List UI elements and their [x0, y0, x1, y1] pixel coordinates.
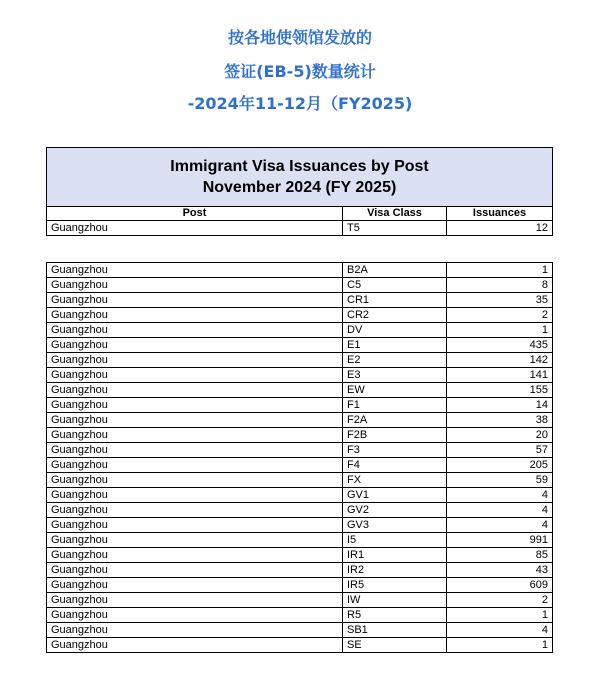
cell-issuances: 205	[447, 458, 553, 473]
heading-line-3: -2024年11-12月（FY2025)	[187, 94, 413, 113]
cell-post: Guangzhou	[47, 383, 343, 398]
column-header-row	[47, 207, 553, 221]
cell-issuances: 1	[447, 323, 553, 338]
table-row	[47, 398, 553, 413]
cell-visa-class: B2A	[343, 263, 447, 278]
table-row	[47, 593, 553, 608]
cell-issuances: 59	[447, 473, 553, 488]
cell-issuances: 435	[447, 338, 553, 353]
cell-visa-class: F3	[343, 443, 447, 458]
cell-issuances: 141	[447, 368, 553, 383]
table-row	[47, 623, 553, 638]
issuances-table	[46, 262, 553, 653]
cell-visa-class: F1	[343, 398, 447, 413]
cell-post: Guangzhou	[47, 608, 343, 623]
cell-issuances: 1	[447, 608, 553, 623]
cell-issuances: 4	[447, 488, 553, 503]
cell-visa-class: DV	[343, 323, 447, 338]
cell-issuances: 35	[447, 293, 553, 308]
cell-visa-class: F2A	[343, 413, 447, 428]
cell-visa-class: SB1	[343, 623, 447, 638]
cell-post: Guangzhou	[47, 578, 343, 593]
cell-post: Guangzhou	[47, 293, 343, 308]
table-row	[47, 293, 553, 308]
cell-post: Guangzhou	[47, 443, 343, 458]
cell-post: Guangzhou	[47, 368, 343, 383]
cell-issuances: 4	[447, 503, 553, 518]
cell-post: Guangzhou	[47, 398, 343, 413]
table-row	[47, 458, 553, 473]
table-row	[47, 548, 553, 563]
column-header-post: Post	[47, 207, 343, 221]
cell-visa-class: EW	[343, 383, 447, 398]
cell-visa-class: GV3	[343, 518, 447, 533]
cell-post: Guangzhou	[47, 458, 343, 473]
cell-issuances: 4	[447, 623, 553, 638]
cell-post: Guangzhou	[47, 308, 343, 323]
report-title	[47, 148, 553, 207]
cell-post: Guangzhou	[47, 593, 343, 608]
cell-visa-class: I5	[343, 533, 447, 548]
cell-visa-class: IR1	[343, 548, 447, 563]
table-row	[47, 323, 553, 338]
cell-post: Guangzhou	[47, 548, 343, 563]
cell-issuances: 43	[447, 563, 553, 578]
table-row	[47, 278, 553, 293]
cell-visa-class: CR1	[343, 293, 447, 308]
cell-issuances: 8	[447, 278, 553, 293]
cell-post: Guangzhou	[47, 623, 343, 638]
table-row	[47, 443, 553, 458]
cell-visa-class: E2	[343, 353, 447, 368]
cell-visa-class: F2B	[343, 428, 447, 443]
table-row	[47, 383, 553, 398]
cell-issuances: 2	[447, 593, 553, 608]
table-row	[47, 518, 553, 533]
cell-visa-class: R5	[343, 608, 447, 623]
cell-post: Guangzhou	[47, 338, 343, 353]
cell-post: Guangzhou	[47, 503, 343, 518]
report-header-table	[46, 147, 553, 236]
cell-post: Guangzhou	[47, 353, 343, 368]
table-row	[47, 638, 553, 653]
cell-issuances: 609	[447, 578, 553, 593]
cell-post: Guangzhou	[47, 638, 343, 653]
table-row	[47, 563, 553, 578]
cell-issuances: 38	[447, 413, 553, 428]
cell-post: Guangzhou	[47, 221, 343, 236]
cell-visa-class: GV2	[343, 503, 447, 518]
table-row	[47, 578, 553, 593]
table-row	[47, 488, 553, 503]
table-row	[47, 353, 553, 368]
cell-post: Guangzhou	[47, 488, 343, 503]
cell-post: Guangzhou	[47, 278, 343, 293]
heading-line-1: 按各地使领馆发放的	[227, 28, 372, 47]
cell-post: Guangzhou	[47, 533, 343, 548]
cell-issuances: 991	[447, 533, 553, 548]
cell-post: Guangzhou	[47, 413, 343, 428]
table-row	[47, 413, 553, 428]
cell-post: Guangzhou	[47, 473, 343, 488]
cell-visa-class: T5	[343, 221, 447, 236]
cell-issuances: 14	[447, 398, 553, 413]
table-row	[47, 428, 553, 443]
cell-issuances: 57	[447, 443, 553, 458]
cell-post: Guangzhou	[47, 323, 343, 338]
cell-post: Guangzhou	[47, 263, 343, 278]
cell-visa-class: SE	[343, 638, 447, 653]
table-row	[47, 263, 553, 278]
cell-visa-class: IW	[343, 593, 447, 608]
cell-issuances: 155	[447, 383, 553, 398]
cell-issuances: 1	[447, 638, 553, 653]
table-row	[47, 608, 553, 623]
cell-visa-class: C5	[343, 278, 447, 293]
cell-issuances: 12	[447, 221, 553, 236]
cell-post: Guangzhou	[47, 563, 343, 578]
cell-visa-class: IR2	[343, 563, 447, 578]
cell-visa-class: IR5	[343, 578, 447, 593]
column-header-issuances: Issuances	[447, 207, 553, 221]
cell-visa-class: E1	[343, 338, 447, 353]
table-row	[47, 503, 553, 518]
cell-issuances: 4	[447, 518, 553, 533]
cell-visa-class: GV1	[343, 488, 447, 503]
table-row	[47, 338, 553, 353]
cell-visa-class: FX	[343, 473, 447, 488]
table-row	[47, 308, 553, 323]
cell-issuances: 1	[447, 263, 553, 278]
report-title-line-1: Immigrant Visa Issuances by Post	[170, 158, 429, 175]
cell-issuances: 142	[447, 353, 553, 368]
cell-visa-class: E3	[343, 368, 447, 383]
table-row	[47, 368, 553, 383]
table-row	[47, 221, 553, 236]
cell-issuances: 85	[447, 548, 553, 563]
table-row	[47, 533, 553, 548]
cell-issuances: 2	[447, 308, 553, 323]
cell-post: Guangzhou	[47, 518, 343, 533]
cell-issuances: 20	[447, 428, 553, 443]
cell-visa-class: CR2	[343, 308, 447, 323]
table-row	[47, 473, 553, 488]
report-title-line-2: November 2024 (FY 2025)	[202, 179, 397, 196]
heading-line-2: 签证(EB-5)数量统计	[224, 62, 376, 81]
cell-visa-class: F4	[343, 458, 447, 473]
column-header-visa-class: Visa Class	[343, 207, 447, 221]
cell-post: Guangzhou	[47, 428, 343, 443]
